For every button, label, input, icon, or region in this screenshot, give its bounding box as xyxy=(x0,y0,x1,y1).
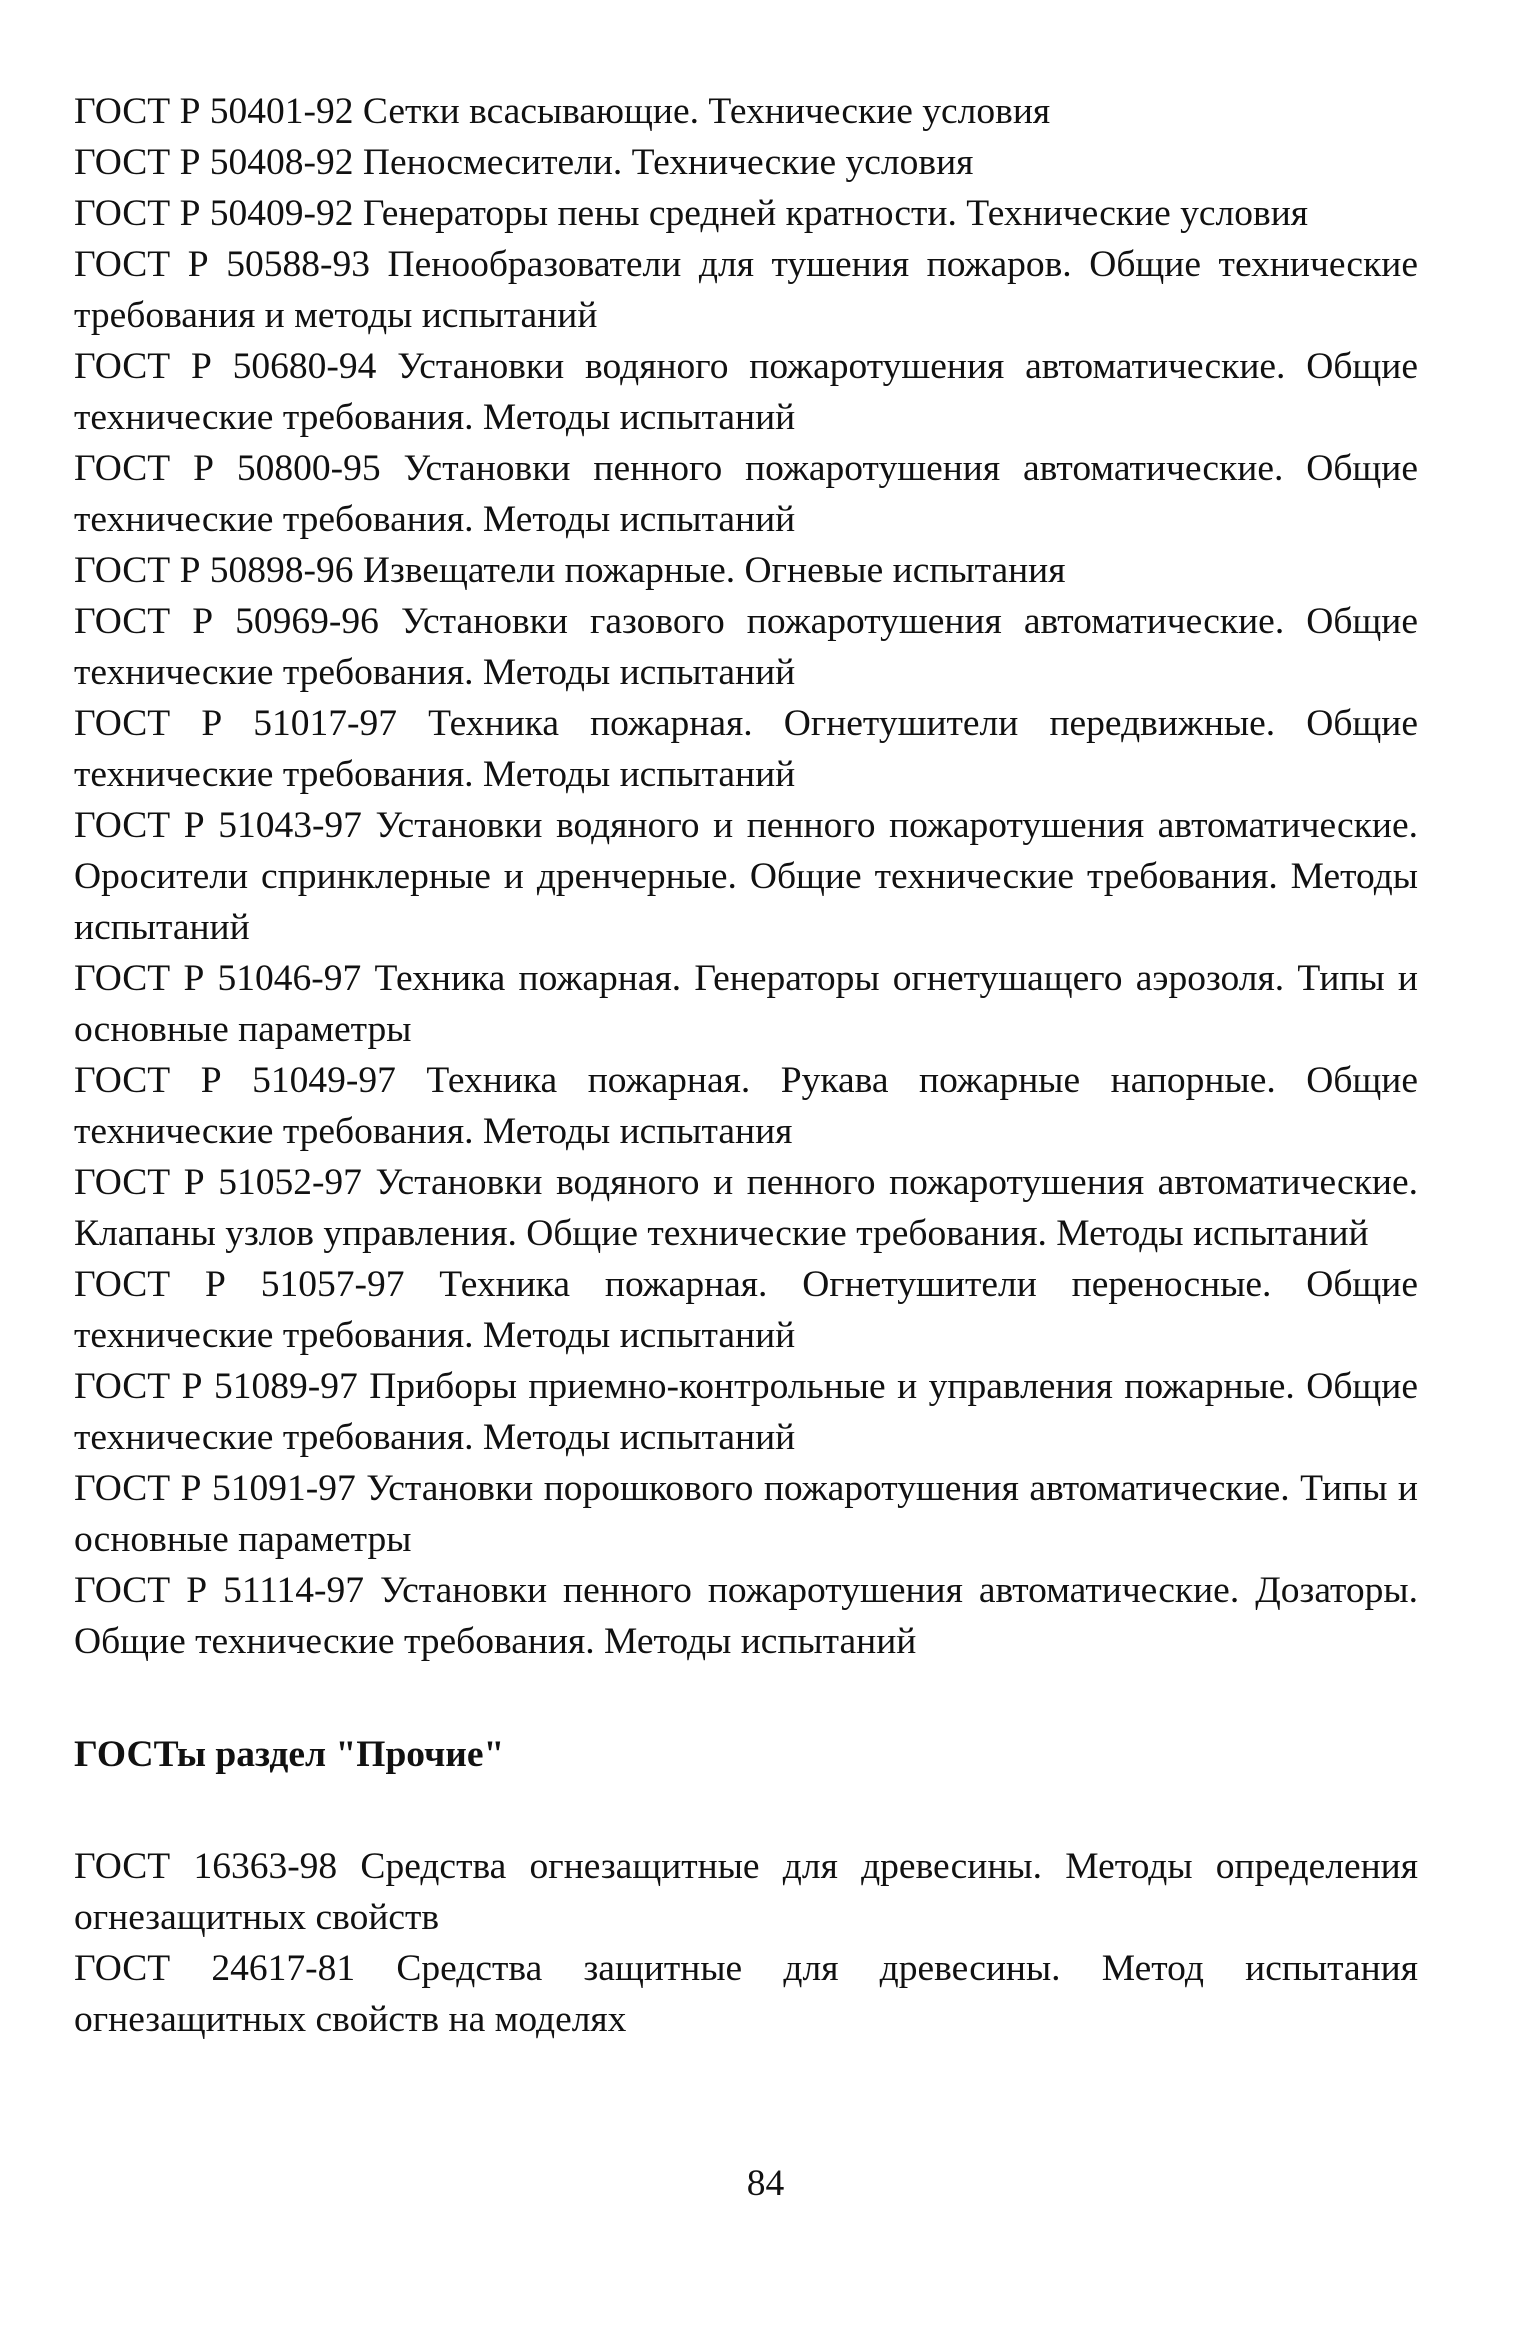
standard-entry: ГОСТ Р 51057-97 Техника пожарная. Огнетушители переносные. Общие технические требования. Методы испытаний xyxy=(74,1264,1418,1356)
standard-entry: ГОСТ Р 51043-97 Установки водяного и пенного пожаротушения автоматические. Оросители спринклерные и дренчерные. Общие технические требования. Методы испытаний xyxy=(74,805,1418,948)
document-page xyxy=(74,86,1418,2045)
standard-entry: ГОСТ Р 50969-96 Установки газового пожаротушения автоматические. Общие технические требования. Методы испытаний xyxy=(74,601,1418,693)
standard-entry: ГОСТ Р 51049-97 Техника пожарная. Рукава пожарные напорные. Общие технические требования. Методы испытания xyxy=(74,1060,1418,1152)
standards-list-main xyxy=(74,86,1418,1667)
standard-entry: ГОСТ Р 51114-97 Установки пенного пожаротушения автоматические. Дозаторы. Общие технические требования. Методы испытаний xyxy=(74,1570,1418,1662)
standard-entry: ГОСТ Р 51046-97 Техника пожарная. Генераторы огнетушащего аэрозоля. Типы и основные параметры xyxy=(74,958,1418,1050)
standards-list-other xyxy=(74,1841,1418,2045)
page-number: 84 xyxy=(746,2163,785,2204)
standard-entry: ГОСТ Р 50800-95 Установки пенного пожаротушения автоматические. Общие технические требования. Методы испытаний xyxy=(74,448,1418,540)
standard-entry: ГОСТ Р 50898-96 Извещатели пожарные. Огневые испытания xyxy=(74,550,1066,591)
standard-entry: ГОСТ Р 50680-94 Установки водяного пожаротушения автоматические. Общие технические требования. Методы испытаний xyxy=(74,346,1418,438)
section-heading: ГОСТы раздел "Прочие" xyxy=(74,1734,505,1775)
standard-entry: ГОСТ Р 50401-92 Сетки всасывающие. Технические условия xyxy=(74,91,1051,132)
standard-entry: ГОСТ Р 51017-97 Техника пожарная. Огнетушители передвижные. Общие технические требования. Методы испытаний xyxy=(74,703,1418,795)
standard-entry: ГОСТ Р 51089-97 Приборы приемно-контрольные и управления пожарные. Общие технические требования. Методы испытаний xyxy=(74,1366,1418,1458)
standard-entry: ГОСТ 24617-81 Средства защитные для древесины. Метод испытания огнезащитных свойств на моделях xyxy=(74,1948,1418,2040)
standard-entry: ГОСТ 16363-98 Средства огнезащитные для древесины. Методы определения огнезащитных свойств xyxy=(74,1846,1418,1938)
standard-entry: ГОСТ Р 50588-93 Пенообразователи для тушения пожаров. Общие технические требования и методы испытаний xyxy=(74,244,1418,336)
standard-entry: ГОСТ Р 50409-92 Генераторы пены средней кратности. Технические условия xyxy=(74,193,1309,234)
standard-entry: ГОСТ Р 51091-97 Установки порошкового пожаротушения автоматические. Типы и основные параметры xyxy=(74,1468,1418,1560)
standard-entry: ГОСТ Р 51052-97 Установки водяного и пенного пожаротушения автоматические. Клапаны узлов управления. Общие технические требования. Методы испытаний xyxy=(74,1162,1418,1254)
standard-entry: ГОСТ Р 50408-92 Пеносмесители. Технические условия xyxy=(74,142,974,183)
